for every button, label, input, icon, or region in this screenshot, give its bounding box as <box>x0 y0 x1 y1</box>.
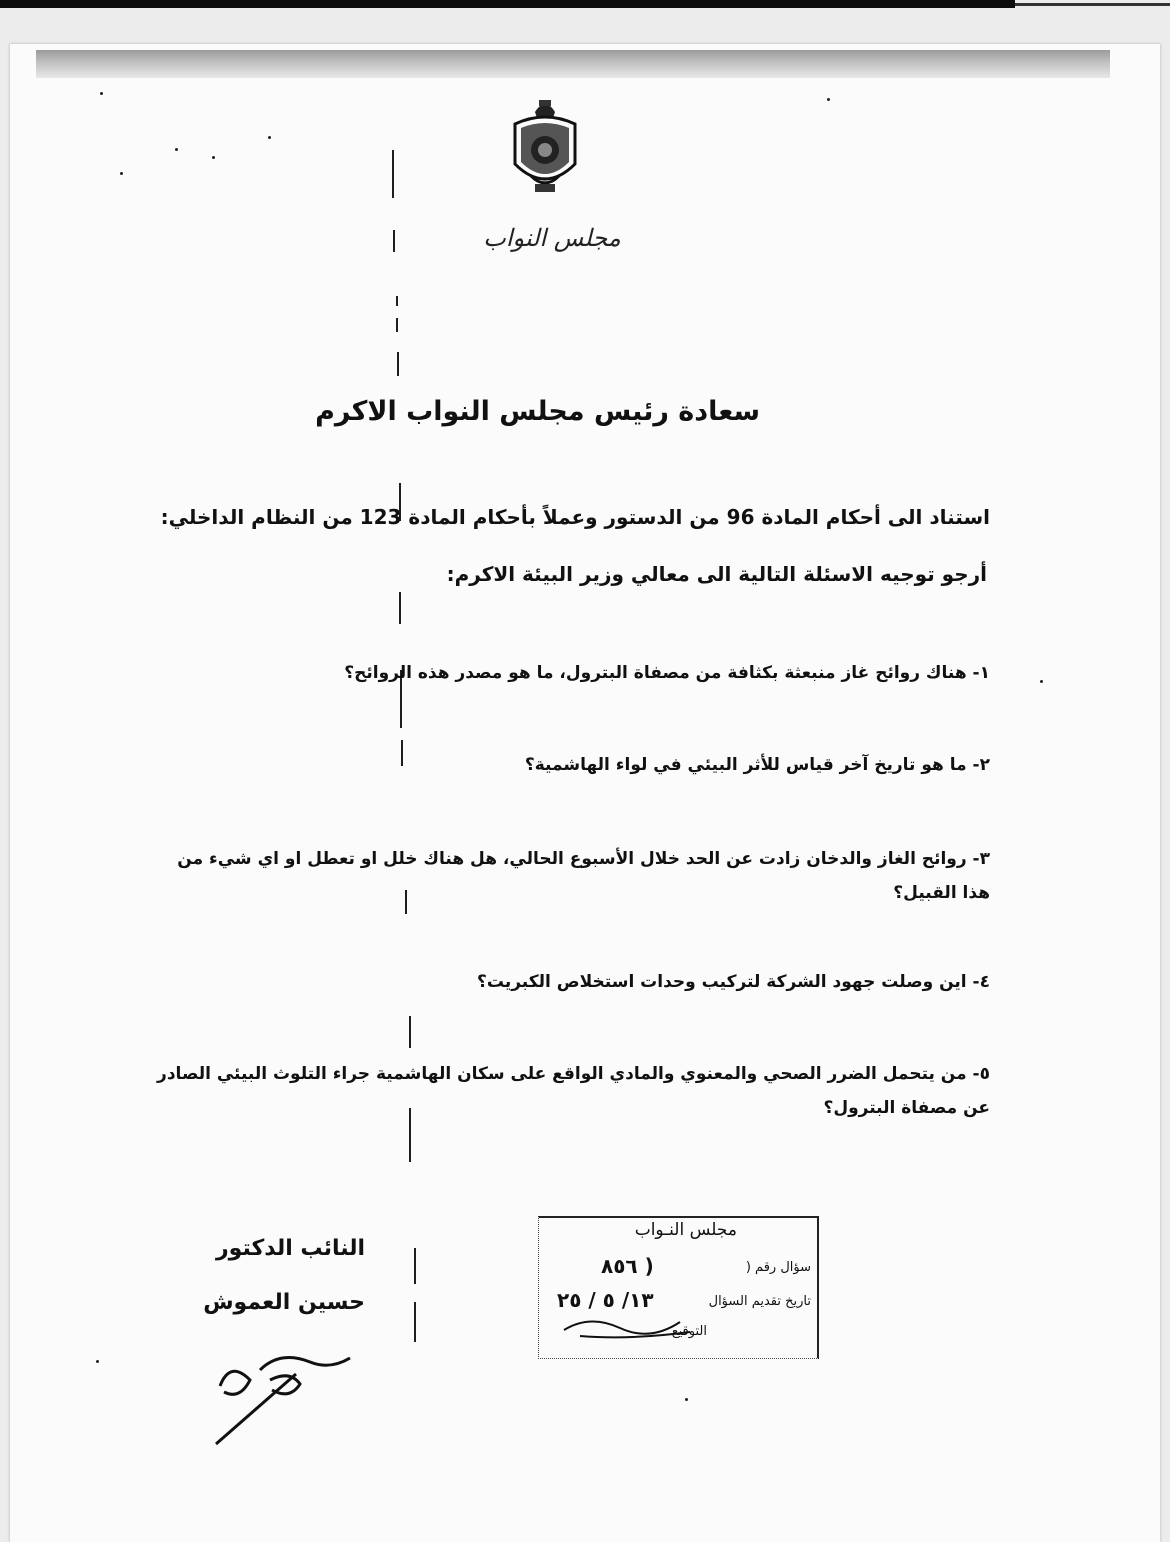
question-item: ٣- روائح الغاز والدخان زادت عن الحد خلال الأسبوع الحالي، هل هناك خلل او تعطل او اي شيء من هذا القبيل؟ <box>177 849 990 903</box>
scan-line <box>399 592 401 624</box>
scan-line <box>396 296 398 306</box>
scan-line <box>392 150 394 198</box>
scan-speck <box>175 148 178 151</box>
question-item: ٥- من يتحمل الضرر الصحي والمعنوي والمادي الواقع على سكان الهاشمية جراء التلوث البيئي الصادر عن مصفاة البترول؟ <box>157 1064 990 1118</box>
scan-speck <box>827 98 830 101</box>
royal-emblem-icon <box>505 94 585 204</box>
top-border-tail <box>1015 3 1170 6</box>
stamp-signature-label: التوقيع <box>671 1324 707 1339</box>
stamp-date-value: ١٣/ ٥ / ٢٥ <box>557 1288 654 1312</box>
intro-line-1: استناد الى أحكام المادة 96 من الدستور وعملاً بأحكام المادة 123 من النظام الداخلي: <box>160 505 990 529</box>
scan-shadow-band <box>36 50 1110 78</box>
scan-line <box>414 1302 416 1342</box>
institution-calligraphy-logo <box>483 212 621 262</box>
handwritten-signature <box>200 1340 370 1450</box>
signatory-title: النائب الدكتور <box>216 1236 365 1261</box>
scan-speck <box>120 172 123 175</box>
svg-text:مجلس النواب: مجلس النواب <box>483 224 621 252</box>
scan-speck <box>268 136 271 139</box>
scan-line <box>414 1248 416 1284</box>
salutation: سعادة رئيس مجلس النواب الاكرم <box>315 396 760 427</box>
stamp-date-label: تاريخ تقديم السؤال <box>708 1294 811 1309</box>
scan-speck <box>685 1398 688 1401</box>
scan-speck <box>96 1360 99 1363</box>
intro-line-2: أرجو توجيه الاسئلة التالية الى معالي وزير البيئة الاكرم: <box>446 562 987 586</box>
stamp-title: مجلس النـواب <box>634 1220 737 1240</box>
question-item: ٢- ما هو تاريخ آخر قياس للأثر البيئي في لواء الهاشمية؟ <box>524 755 990 775</box>
stamp-question-no-label: سؤال رقم ( <box>745 1260 811 1275</box>
scan-speck <box>1040 680 1043 683</box>
scan-speck <box>100 92 103 95</box>
scan-line <box>409 1016 411 1048</box>
stamp-question-no-value: ٨٥٦ ) <box>601 1254 654 1278</box>
scan-line <box>396 318 398 332</box>
stamp-signature-scribble <box>560 1310 700 1342</box>
question-item: ١- هناك روائح غاز منبعثة بكثافة من مصفاة البترول، ما هو مصدر هذه الروائح؟ <box>344 663 990 683</box>
scan-speck <box>212 156 215 159</box>
signatory-name: حسين العموش <box>203 1290 365 1315</box>
top-border-bar <box>0 0 1015 8</box>
scan-line <box>397 352 399 376</box>
scan-line <box>393 230 395 252</box>
question-item: ٤- اين وصلت جهود الشركة لتركيب وحدات استخلاص الكبريت؟ <box>476 972 990 992</box>
